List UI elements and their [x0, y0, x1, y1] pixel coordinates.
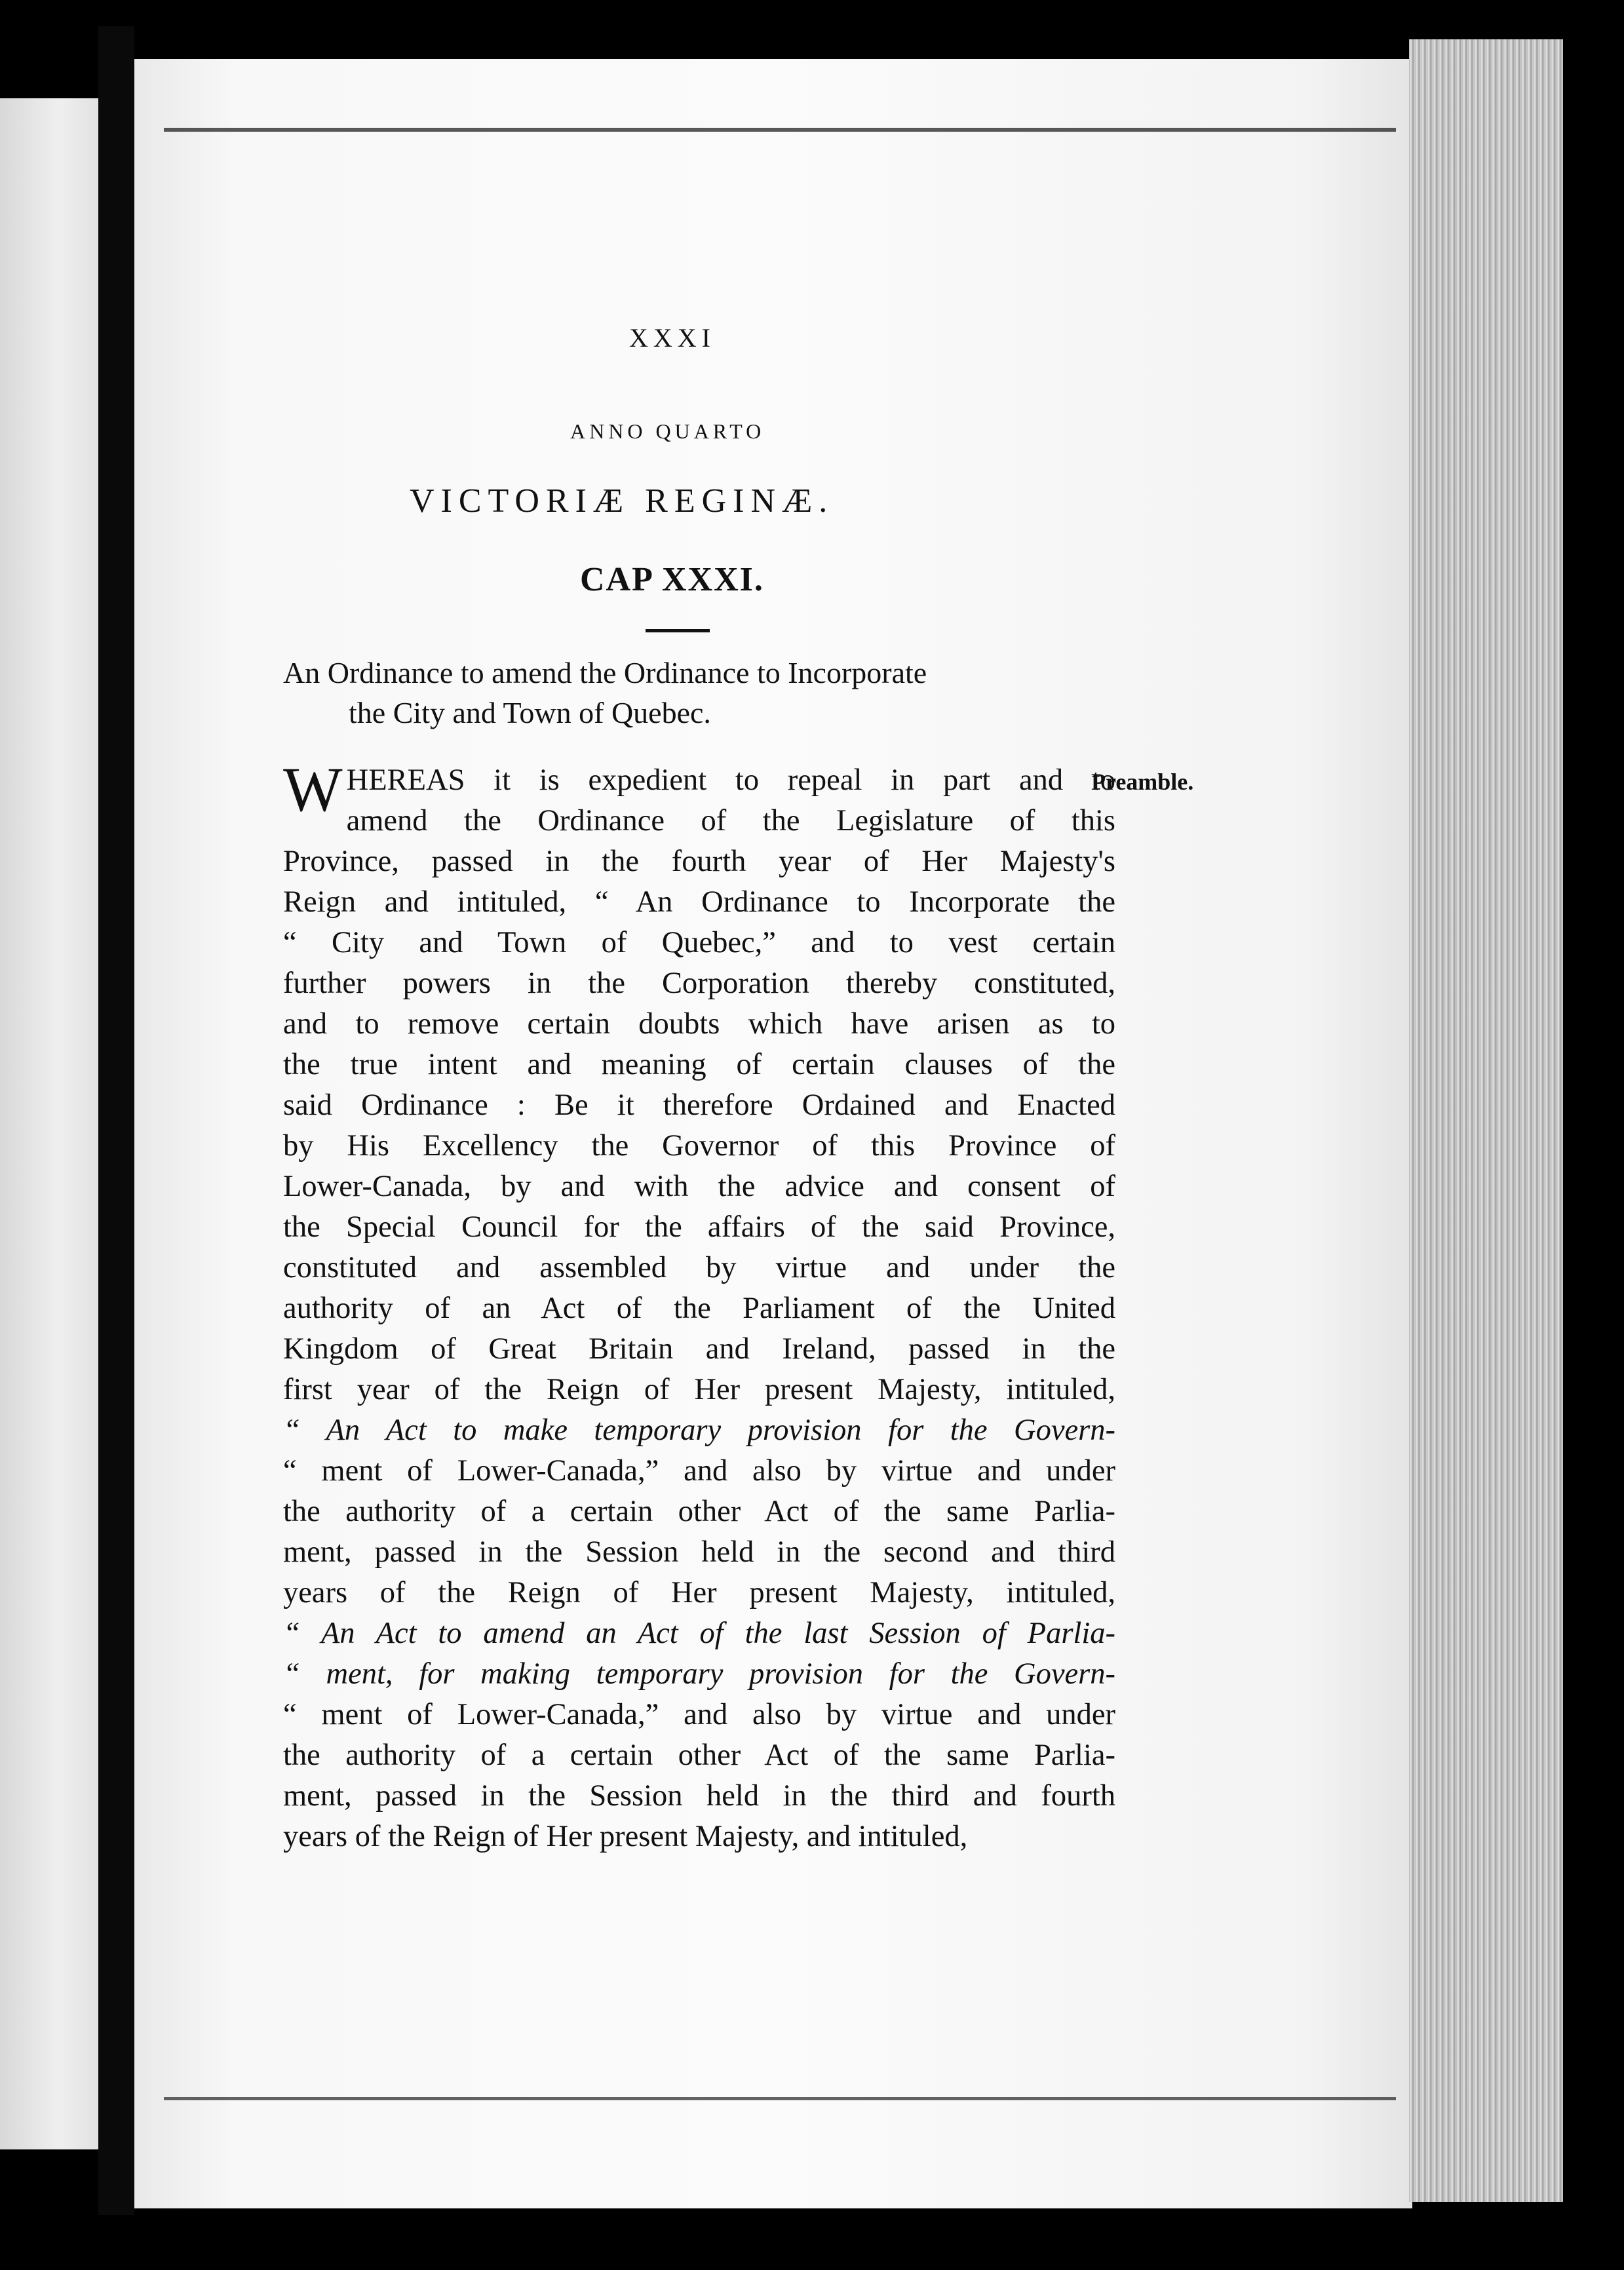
body-line: the true intent and meaning of certain clauses of the [283, 1048, 1115, 1081]
drop-cap: W [283, 754, 343, 824]
facing-page-edge [0, 98, 98, 2149]
body-line: constituted and assembled by virtue and under the [283, 1251, 1115, 1284]
body-line: Lower-Canada, by and with the advice and consent of [283, 1170, 1115, 1203]
body-line: “ ment of Lower-Canada,” and also by virtue and under [283, 1454, 1115, 1488]
body-line: “ ment of Lower-Canada,” and also by virtue and under [283, 1698, 1115, 1731]
book-gutter [98, 26, 134, 2215]
body-line: Reign and intituled, “ An Ordinance to Incorporate the [283, 885, 1115, 919]
body-line: said Ordinance : Be it therefore Ordained and Enacted [283, 1088, 1115, 1122]
body-line: ment, passed in the Session held in the third and fourth [283, 1779, 1115, 1813]
body-line: further powers in the Corporation thereby constituted, [283, 967, 1115, 1000]
fore-edge-shadow [1563, 39, 1624, 2202]
body-line: and to remove certain doubts which have arisen as to [283, 1007, 1115, 1041]
reign-title: VICTORIÆ REGINÆ. [410, 482, 834, 520]
heading-rule [646, 629, 710, 632]
bottom-rule [164, 2097, 1396, 2100]
body-text [283, 754, 1115, 1857]
body-line: years of the Reign of Her present Majesty, intituled, [283, 1576, 1115, 1609]
body-line: “ An Act to amend an Act of the last Session of Parlia- [283, 1617, 1115, 1650]
body-line: the authority of a certain other Act of the same Parlia- [283, 1739, 1115, 1772]
body-line: “ An Act to make temporary provision for the Govern- [283, 1414, 1115, 1447]
first-line-text: HEREAS it is expedient to repeal in part and to [346, 763, 1115, 797]
body-line: amend the Ordinance of the Legislature of this [346, 804, 1115, 837]
top-rule [164, 128, 1396, 132]
ordinance-title-line-1: An Ordinance to amend the Ordinance to Incorporate [283, 656, 927, 689]
chapter-heading: CAP XXXI. [580, 561, 764, 598]
body-line: “ City and Town of Quebec,” and to vest certain [283, 926, 1115, 959]
body-line: the authority of a certain other Act of the same Parlia- [283, 1495, 1115, 1528]
body-line: Province, passed in the fourth year of Her Majesty's [283, 845, 1115, 878]
body-line: by His Excellency the Governor of this Province of [283, 1129, 1115, 1163]
ordinance-title-line-2: the City and Town of Quebec. [349, 696, 711, 729]
running-head: ANNO QUARTO [570, 419, 765, 443]
folio-number: XXXI [629, 323, 716, 353]
body-line: years of the Reign of Her present Majesty, and intituled, [283, 1820, 968, 1853]
page-fore-edge [1409, 39, 1563, 2202]
body-line: the Special Council for the affairs of the said Province, [283, 1210, 1115, 1244]
body-line: authority of an Act of the Parliament of the United [283, 1292, 1115, 1325]
marginal-note: Preamble. [1091, 769, 1194, 795]
body-line: “ ment, for making temporary provision for the Govern- [283, 1657, 1115, 1691]
body-line: Kingdom of Great Britain and Ireland, passed in the [283, 1332, 1115, 1366]
body-line: first year of the Reign of Her present Majesty, intituled, [283, 1373, 1115, 1406]
body-line: ment, passed in the Session held in the second and third [283, 1535, 1115, 1569]
